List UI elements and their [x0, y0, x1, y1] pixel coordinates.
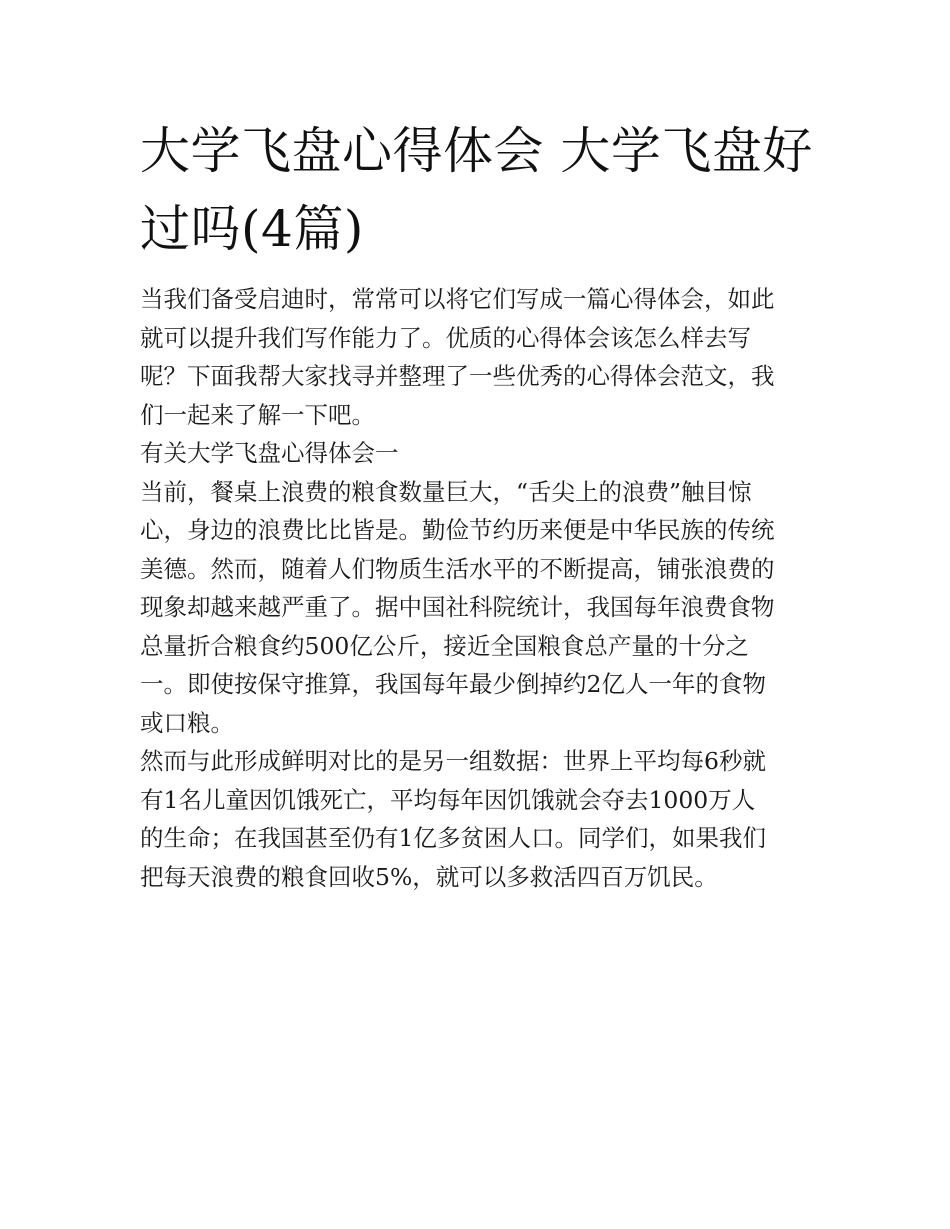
body-paragraph: 然而与此形成鲜明对比的是另一组数据：世界上平均每6秒就 有1名儿童因饥饿死亡，平均每年因饥饿就会夺去1000万人 的生命；在我国甚至仍有1亿多贫困人口。同学们，如果我们 把每天浪费的粮食回收5%，就可以多救活四百万饥民。 [140, 747, 766, 891]
intro-paragraph: 当我们备受启迪时，常常可以将它们写成一篇心得体会，如此 就可以提升我们写作能力了。优质的心得体会该怎么样去写 呢？下面我帮大家找寻并整理了一些优秀的心得体会范文，我 们一起来了解一下吧。 [140, 285, 775, 429]
section-heading: 有关大学飞盘心得体会一 [140, 439, 399, 467]
page-title: 大学飞盘心得体会 大学飞盘好 过吗(4篇) [140, 122, 813, 258]
body-paragraph: 当前，餐桌上浪费的粮食数量巨大，“舌尖上的浪费”触目惊 心，身边的浪费比比皆是。勤俭节约历来便是中华民族的传统 美德。然而，随着人们物质生活水平的不断提高，铺张浪费的 现象却越来越严重了。据中国社科院统计，我国每年浪费食物 总量折合粮食约500亿公斤，接近全国粮食总产量的十分之 一。即使按保守推算，我国每年最少倒掉约2亿人一年的食物 或口粮。 [140, 477, 775, 737]
document-body [140, 280, 820, 896]
